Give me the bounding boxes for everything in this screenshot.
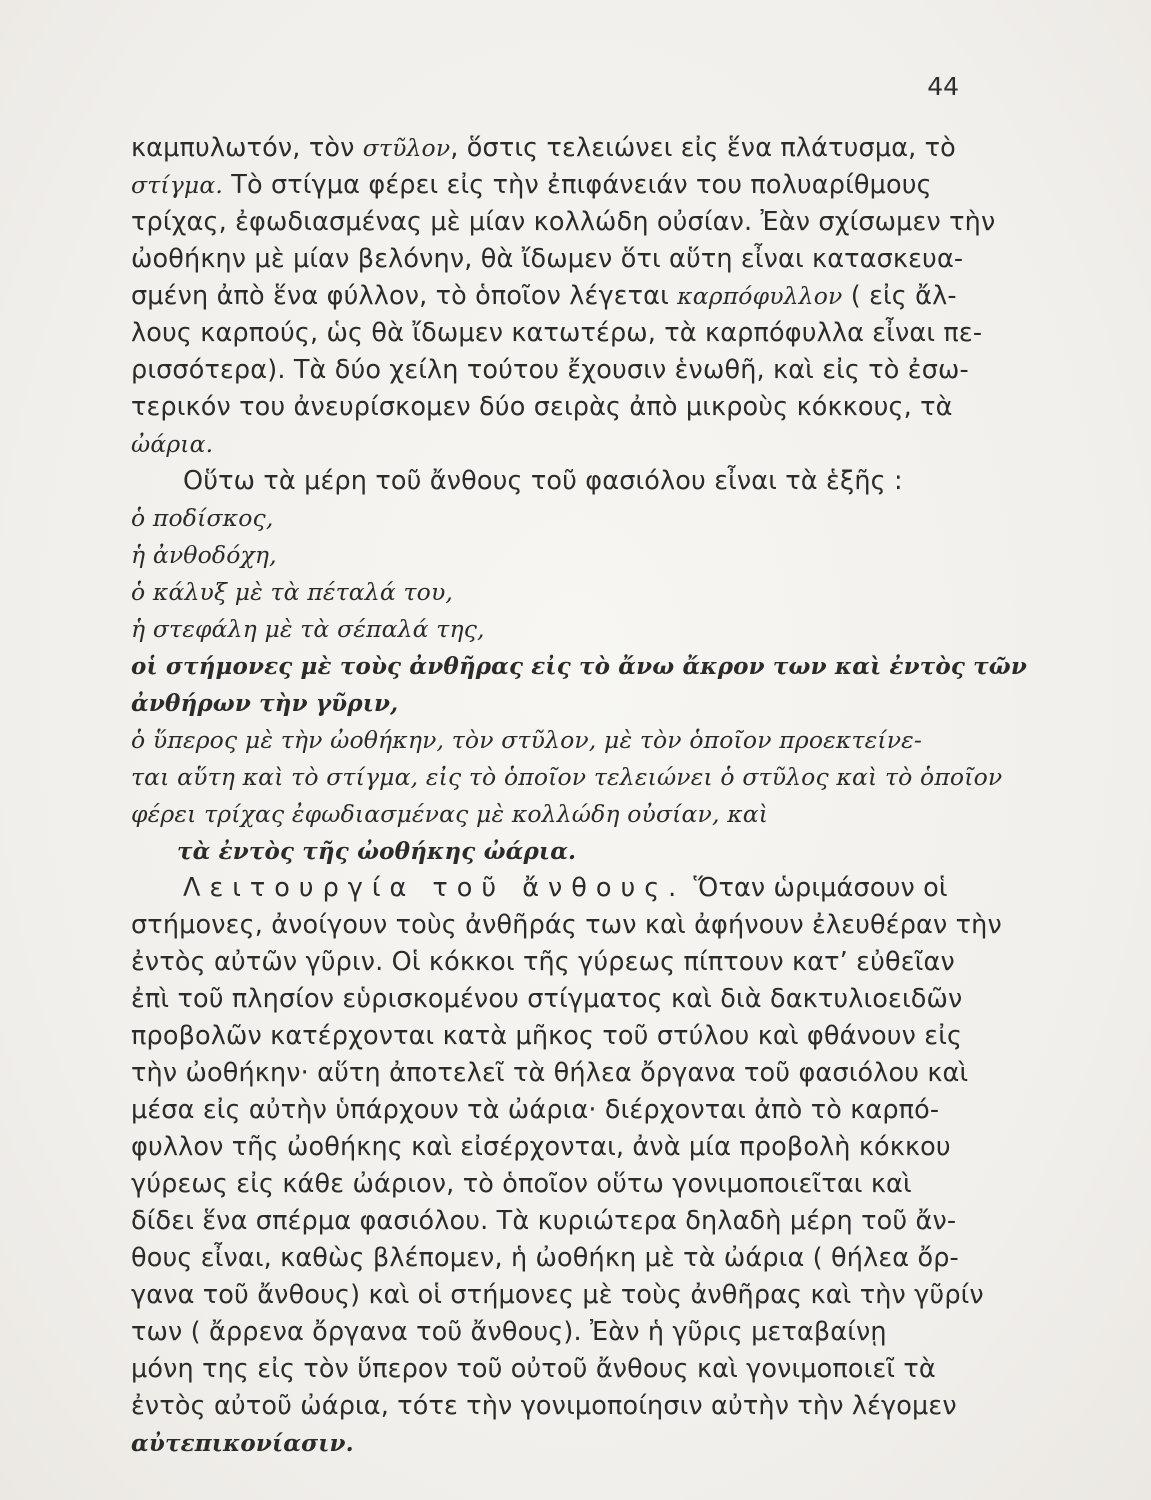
list-item: οἱ στήμονες μὲ τοὺς ἀνθῆρας εἰς τὸ ἄνω ἄκρον των καὶ ἐντὸς τῶν bbox=[131, 653, 1027, 680]
text-line: τὴν ὠοθήκην· αὕτη ἀποτελεῖ τὰ θήλεα ὄργανα τοῦ φασιόλου καὶ bbox=[131, 1058, 969, 1088]
text-line: μέσα εἰς αὐτὴν ὑπάρχουν τὰ ὠάρια· διέρχονται ἀπὸ τὸ καρπό- bbox=[131, 1095, 940, 1125]
text-line: στίγμα. Τὸ στίγμα φέρει εἰς τὴν ἐπιφάνειάν του πολυαρίθμους bbox=[131, 170, 932, 200]
list-item: ὁ ποδίσκος, bbox=[131, 504, 274, 532]
text-line: ὠοθήκην μὲ μίαν βελόνην, θὰ ἴδωμεν ὅτι αὕτη εἶναι κατασκευα- bbox=[131, 244, 964, 274]
text-line: Λειτουργία τοῦ ἄνθους. Ὅταν ὡριμάσουν οἱ bbox=[183, 873, 948, 903]
text-line: γανα τοῦ ἄνθους) καὶ οἱ στήμονες μὲ τοὺς ἀνθῆρας καὶ τὴν γῦρίν bbox=[131, 1280, 984, 1310]
text-line: προβολῶν κατέρχονται κατὰ μῆκος τοῦ στύλου καὶ φθάνουν εἰς bbox=[131, 1021, 963, 1051]
list-item: φέρει τρίχας ἐφωδιασμένας μὲ κολλώδη οὐσίαν, καὶ bbox=[131, 800, 769, 828]
text-line: ἐντὸς αὐτῶν γῦριν. Οἱ κόκκοι τῆς γύρεως πίπτουν κατ’ εὐθεῖαν bbox=[131, 947, 955, 977]
text-line: θους εἶναι, καθὼς βλέπομεν, ἡ ὠοθήκη μὲ τὰ ὠάρια ( θήλεα ὄρ- bbox=[131, 1243, 959, 1273]
text-line: ἐντὸς αὐτοῦ ὠάρια, τότε τὴν γονιμοποίησιν αὐτὴν τὴν λέγομεν bbox=[131, 1391, 957, 1421]
list-item: τὰ ἐντὸς τῆς ὠοθήκης ὠάρια. bbox=[177, 838, 577, 865]
term-stylos: στῦλον bbox=[362, 134, 451, 162]
body-text bbox=[131, 130, 1027, 1462]
page-number: 44 bbox=[927, 72, 959, 101]
list-item: ἀνθήρων τὴν γῦριν, bbox=[131, 690, 399, 717]
text-line: ρισσότερα). Τὰ δύο χείλη τούτου ἔχουσιν ἑνωθῆ, καὶ εἰς τὸ ἐσω- bbox=[131, 355, 969, 385]
text-line: ὠάρια. bbox=[131, 430, 214, 458]
text-line: στήμονες, ἀνοίγουν τοὺς ἀνθῆράς των καὶ ἀφήνουν ἐλευθέραν τὴν bbox=[131, 910, 1002, 940]
text-line: τρίχας, ἐφωδιασμένας μὲ μίαν κολλώδη οὐσίαν. Ἐὰν σχίσωμεν τὴν bbox=[131, 207, 996, 237]
term-karpofyllon: καρπόφυλλον bbox=[677, 282, 843, 310]
text-line: των ( ἄρρενα ὄργανα τοῦ ἄνθους). Ἐὰν ἡ γῦρις μεταβαίνῃ bbox=[131, 1317, 887, 1347]
list-item: ὁ ὕπερος μὲ τὴν ὠοθήκην, τὸν στῦλον, μὲ τὸν ὁποῖον προεκτείνε- bbox=[131, 726, 923, 754]
text-line: γύρεως εἰς κάθε ὠάριον, τὸ ὁποῖον οὕτω γονιμοποιεῖται καὶ bbox=[131, 1169, 912, 1199]
list-item: ἡ στεφάλη μὲ τὰ σέπαλά της, bbox=[131, 615, 485, 643]
section-heading: Λειτουργία τοῦ ἄνθους. bbox=[183, 873, 686, 903]
text-line: καμπυλωτόν, τὸν στῦλον, ὅστις τελειώνει εἰς ἕνα πλάτυσμα, τὸ bbox=[131, 133, 956, 163]
list-item: ται αὕτη καὶ τὸ στίγμα, εἰς τὸ ὁποῖον τελειώνει ὁ στῦλος καὶ τὸ ὁποῖον bbox=[131, 763, 1003, 791]
text-line: δίδει ἕνα σπέρμα φασιόλου. Τὰ κυριώτερα δηλαδὴ μέρη τοῦ ἄν- bbox=[131, 1206, 957, 1236]
text-line: λους καρπούς, ὡς θὰ ἴδωμεν κατωτέρω, τὰ καρπόφυλλα εἶναι πε- bbox=[131, 318, 983, 348]
paragraph-intro: Οὕτω τὰ μέρη τοῦ ἄνθους τοῦ φασιόλου εἶναι τὰ ἑξῆς : bbox=[183, 466, 903, 496]
list-item: ἡ ἀνθοδόχη, bbox=[131, 541, 277, 569]
term-stigma: στίγμα. bbox=[131, 171, 223, 199]
text-line: αὐτεπικονίασιν. bbox=[131, 1430, 354, 1457]
text-line: φυλλον τῆς ὠοθήκης καὶ εἰσέρχονται, ἀνὰ μία προβολὴ κόκκου bbox=[131, 1132, 951, 1162]
list-item: ὁ κάλυξ μὲ τὰ πέταλά του, bbox=[131, 578, 453, 606]
text-line: μόνη της εἰς τὸν ὕπερον τοῦ οὐτοῦ ἄνθους καὶ γονιμοποιεῖ τὰ bbox=[131, 1354, 936, 1384]
text-line: τερικόν του ἀνευρίσκομεν δύο σειρὰς ἀπὸ μικροὺς κόκκους, τὰ bbox=[131, 392, 953, 422]
text-line: ἐπὶ τοῦ πλησίον εὑρισκομένου στίγματος καὶ διὰ δακτυλιοειδῶν bbox=[131, 984, 963, 1014]
text-line: σμένη ἀπὸ ἕνα φύλλον, τὸ ὁποῖον λέγεται καρπόφυλλον ( εἰς ἄλ- bbox=[131, 281, 957, 311]
